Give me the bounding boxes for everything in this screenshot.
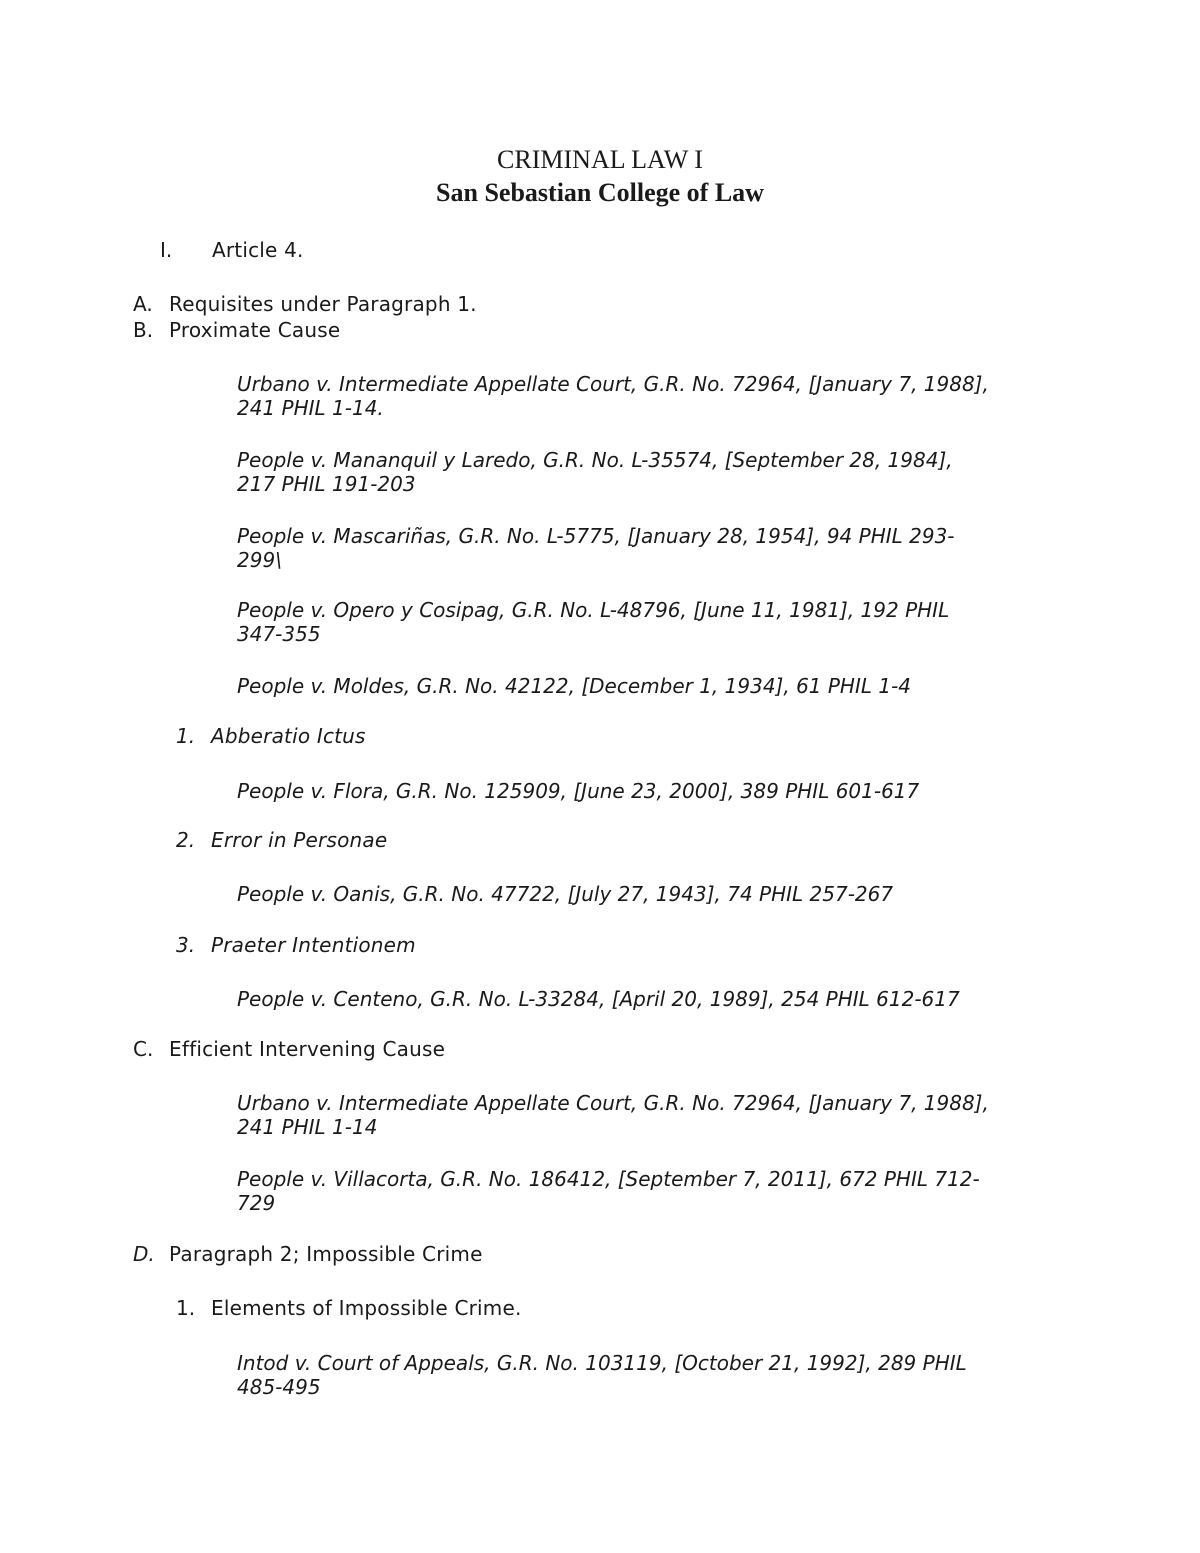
case-citation: [237, 882, 1067, 906]
heading-proximate-cause: Proximate Cause: [169, 318, 341, 342]
case-citation-line: 241 PHIL 1-14.: [237, 396, 384, 420]
case-citation-line: Urbano v. Intermediate Appellate Court, G.R. No. 72964, [January 7, 1988],: [237, 1091, 989, 1115]
outline-marker-b3: 3.: [176, 933, 196, 957]
outline-marker-b: B.: [133, 318, 154, 342]
outline-marker-c: C.: [133, 1037, 154, 1061]
outline-marker-b2: 2.: [176, 828, 196, 852]
case-citation-line: People v. Mananquil y Laredo, G.R. No. L-35574, [September 28, 1984],: [237, 448, 953, 472]
case-citation: [237, 1091, 1067, 1139]
case-citation: [237, 598, 1067, 646]
heading-error-in-personae: Error in Personae: [211, 828, 388, 852]
outline-marker-d: D.: [133, 1242, 155, 1266]
case-citation-line: People v. Mascariñas, G.R. No. L-5775, [January 28, 1954], 94 PHIL 293-: [237, 524, 955, 548]
case-citation-line: 241 PHIL 1-14: [237, 1115, 378, 1139]
case-citation: [237, 1167, 1067, 1215]
case-citation-line: Intod v. Court of Appeals, G.R. No. 103119, [October 21, 1992], 289 PHIL: [237, 1351, 967, 1375]
case-citation-line: People v. Opero y Cosipag, G.R. No. L-48796, [June 11, 1981], 192 PHIL: [237, 598, 950, 622]
case-citation: [237, 524, 1067, 572]
case-citation-line: 299\: [237, 548, 282, 572]
case-citation-line: 217 PHIL 191-203: [237, 472, 416, 496]
case-citation-line: People v. Villacorta, G.R. No. 186412, [September 7, 2011], 672 PHIL 712-: [237, 1167, 980, 1191]
case-citation-line: People v. Centeno, G.R. No. L-33284, [April 20, 1989], 254 PHIL 612-617: [237, 987, 960, 1011]
case-citation-line: 729: [237, 1191, 276, 1215]
case-citation-line: Urbano v. Intermediate Appellate Court, G.R. No. 72964, [January 7, 1988],: [237, 372, 989, 396]
outline-marker-b1: 1.: [176, 724, 196, 748]
outline-marker-a: A.: [133, 292, 153, 316]
case-citation-line: 485-495: [237, 1375, 321, 1399]
heading-efficient-intervening-cause: Efficient Intervening Cause: [169, 1037, 446, 1061]
case-citation-line: People v. Flora, G.R. No. 125909, [June 23, 2000], 389 PHIL 601-617: [237, 779, 920, 803]
case-citation: [237, 372, 1067, 420]
case-citation: [237, 448, 1067, 496]
case-citation: [237, 674, 1067, 698]
heading-impossible-crime: Paragraph 2; Impossible Crime: [169, 1242, 483, 1266]
case-citation: [237, 1351, 1067, 1399]
case-citation: [237, 779, 1067, 803]
case-citation-line: People v. Moldes, G.R. No. 42122, [December 1, 1934], 61 PHIL 1-4: [237, 674, 912, 698]
case-citation-line: 347-355: [237, 622, 321, 646]
heading-article-4: Article 4.: [212, 238, 304, 262]
heading-praeter-intentionem: Praeter Intentionem: [211, 933, 416, 957]
outline-marker-d1: 1.: [176, 1296, 196, 1320]
heading-requisites: Requisites under Paragraph 1.: [169, 292, 477, 316]
outline-marker-roman-1: I.: [160, 238, 173, 262]
case-citation-line: People v. Oanis, G.R. No. 47722, [July 27, 1943], 74 PHIL 257-267: [237, 882, 894, 906]
case-citation: [237, 987, 1067, 1011]
heading-abberatio-ictus: Abberatio Ictus: [211, 724, 366, 748]
document-title: CRIMINAL LAW I: [497, 145, 703, 174]
document-subtitle: San Sebastian College of Law: [436, 178, 764, 207]
heading-elements-impossible-crime: Elements of Impossible Crime.: [211, 1296, 522, 1320]
